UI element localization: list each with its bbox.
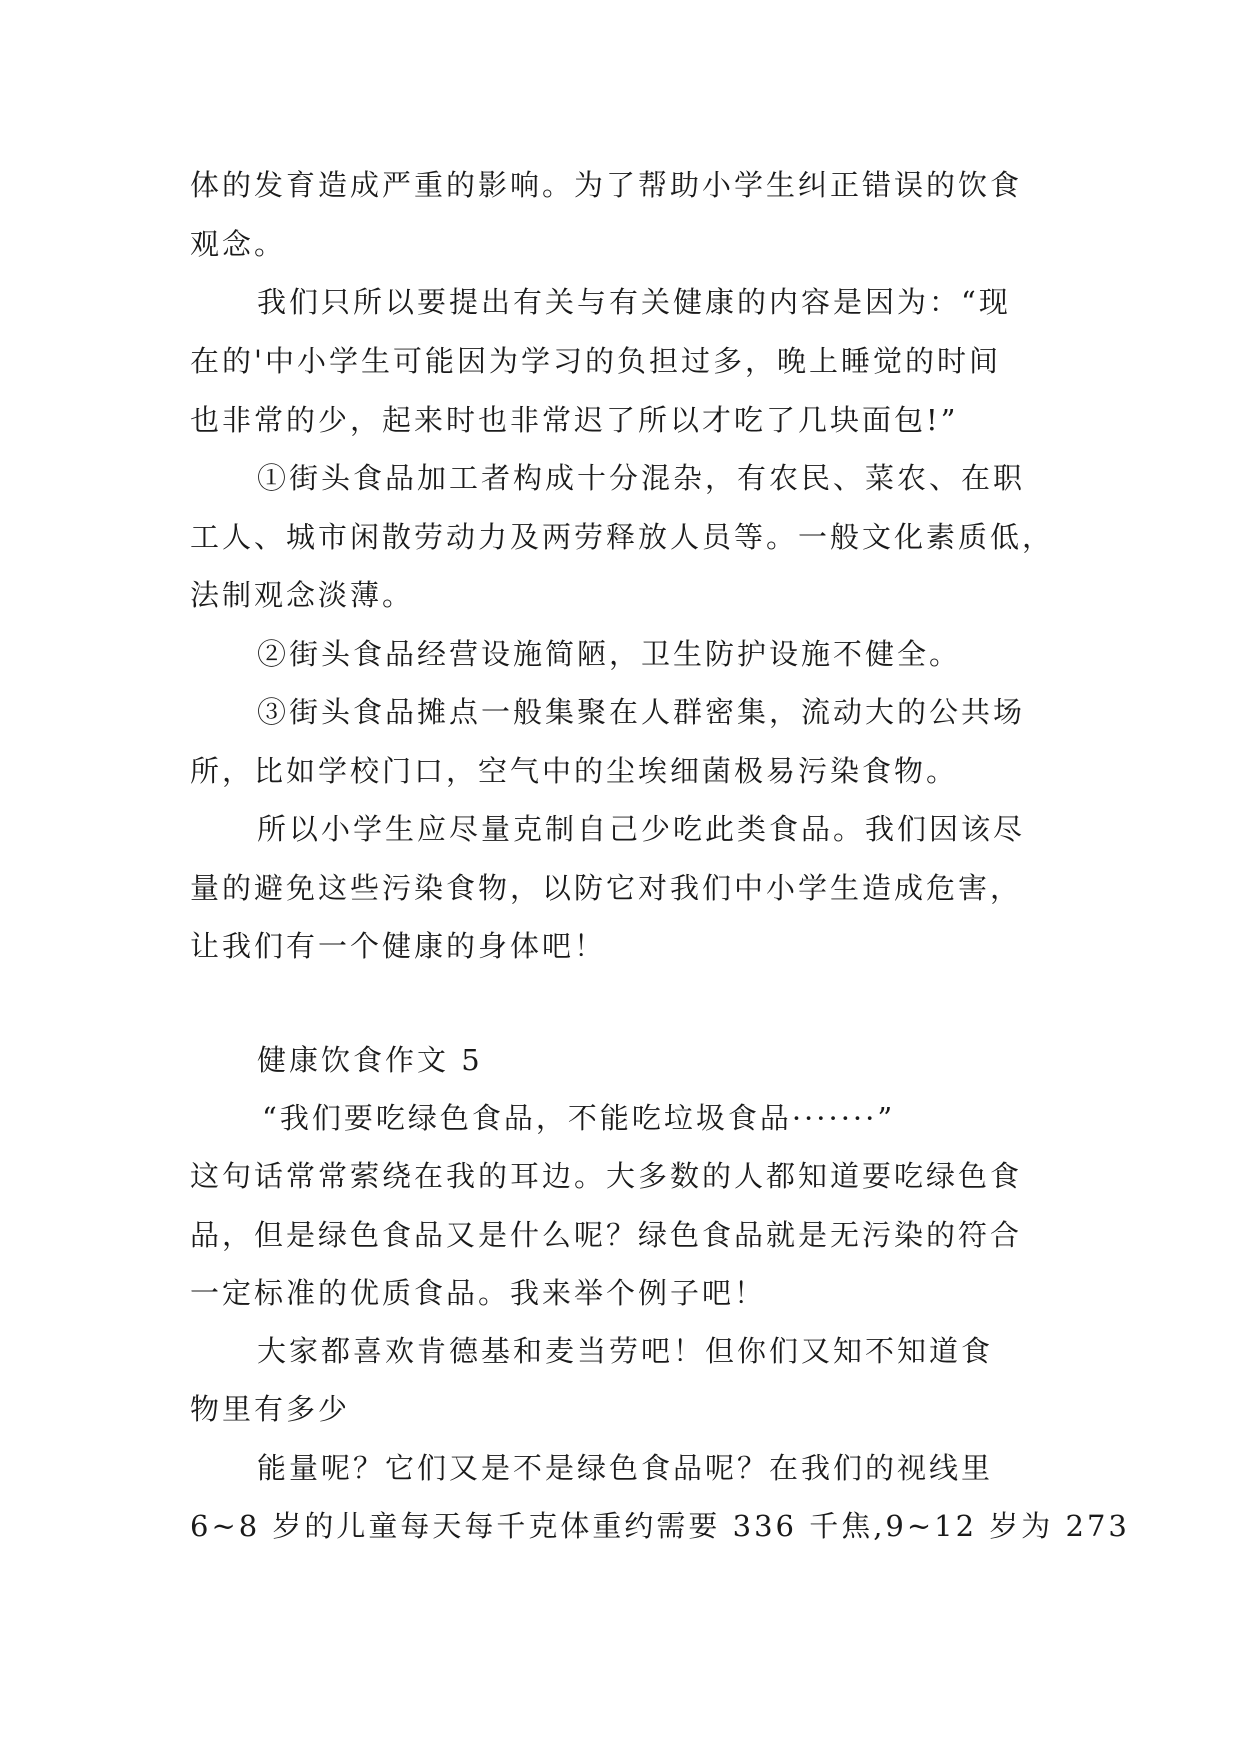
paragraph-line: 一定标准的优质食品。我来举个例子吧！ [190, 1276, 767, 1310]
paragraph-line: 工人、城市闲散劳动力及两劳释放人员等。一般文化素质低， [190, 520, 1055, 554]
section-title: 健康饮食作文 5 [257, 1043, 483, 1077]
paragraph-line: 所以小学生应尽量克制自己少吃此类食品。我们因该尽 [257, 812, 1026, 846]
paragraph-line: 大家都喜欢肯德基和麦当劳吧！但你们又知不知道食 [257, 1334, 994, 1368]
paragraph-line: ①街头食品加工者构成十分混杂，有农民、菜农、在职 [257, 461, 1026, 495]
paragraph-line: 6~8 岁的儿童每天每千克体重约需要 336 千焦,9~12 岁为 273 [190, 1509, 1130, 1543]
paragraph-line: 量的避免这些污染食物，以防它对我们中小学生造成危害， [190, 871, 1023, 905]
paragraph-line: ②街头食品经营设施简陋，卫生防护设施不健全。 [257, 637, 962, 671]
paragraph-line: 能量呢？它们又是不是绿色食品呢？在我们的视线里 [257, 1451, 994, 1485]
paragraph-line: 让我们有一个健康的身体吧！ [190, 929, 607, 963]
paragraph-line: 品，但是绿色食品又是什么呢？绿色食品就是无污染的符合 [190, 1218, 1023, 1252]
paragraph-line: 也非常的少，起来时也非常迟了所以才吃了几块面包!” [190, 403, 959, 437]
paragraph-line: 这句话常常萦绕在我的耳边。大多数的人都知道要吃绿色食 [190, 1159, 1023, 1193]
paragraph-line: 体的发育造成严重的影响。为了帮助小学生纠正错误的饮食 [190, 168, 1023, 202]
paragraph-line: 在的'中小学生可能因为学习的负担过多，晚上睡觉的时间 [190, 344, 1001, 378]
paragraph-line: “我们要吃绿色食品，不能吃垃圾食品·······” [262, 1101, 896, 1135]
paragraph-line: 物里有多少 [190, 1392, 351, 1426]
paragraph-line: 我们只所以要提出有关与有关健康的内容是因为：“现 [257, 285, 1011, 319]
paragraph-line: 法制观念淡薄。 [190, 578, 415, 612]
paragraph-line: 观念。 [190, 227, 287, 261]
paragraph-line: ③街头食品摊点一般集聚在人群密集，流动大的公共场 [257, 695, 1026, 729]
paragraph-line: 所，比如学校门口，空气中的尘埃细菌极易污染食物。 [190, 754, 959, 788]
